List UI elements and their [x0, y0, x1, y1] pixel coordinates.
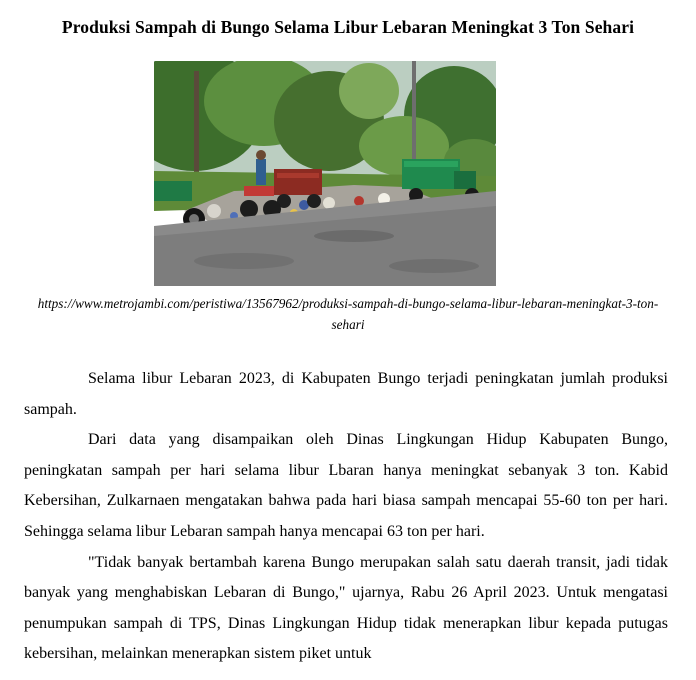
article-body — [24, 364, 668, 670]
article-title: Produksi Sampah di Bungo Selama Libur Lebaran Meningkat 3 Ton Sehari — [61, 17, 635, 37]
paragraph-3: "Tidak banyak bertambah karena Bungo merupakan salah satu daerah transit, jadi tidak banyak yang menghabiskan Lebaran di Bungo," ujarnya, Rabu 26 April 2023. Untuk mengatasi penumpukan sampah di TPS, Dinas Lingkungan Hidup tidak menerapkan libur kepada putugas kebersihan, melainkan menerapkan sistem piket untuk — [24, 553, 668, 663]
paragraph-2: Dari data yang disampaikan oleh Dinas Lingkungan Hidup Kabupaten Bungo, peningkatan sampah per hari selama libur Lbaran hanya meningkat sebanyak 3 ton. Kabid Kebersihan, Zulkarnaen mengatakan bahwa pada hari biasa sampah mencapai 55-60 ton per hari. Sehingga selama libur Lebaran sampah hanya mencapai 63 ton per hari. — [24, 431, 668, 540]
article-photo — [154, 61, 496, 286]
paragraph-1: Selama libur Lebaran 2023, di Kabupaten Bungo terjadi peningkatan jumlah produksi sampah. — [24, 370, 668, 418]
photo-source-caption: https://www.metrojambi.com/peristiwa/13567962/produksi-sampah-di-bungo-selama-libur-lebaran-meningkat-3-ton-sehari — [37, 296, 659, 332]
